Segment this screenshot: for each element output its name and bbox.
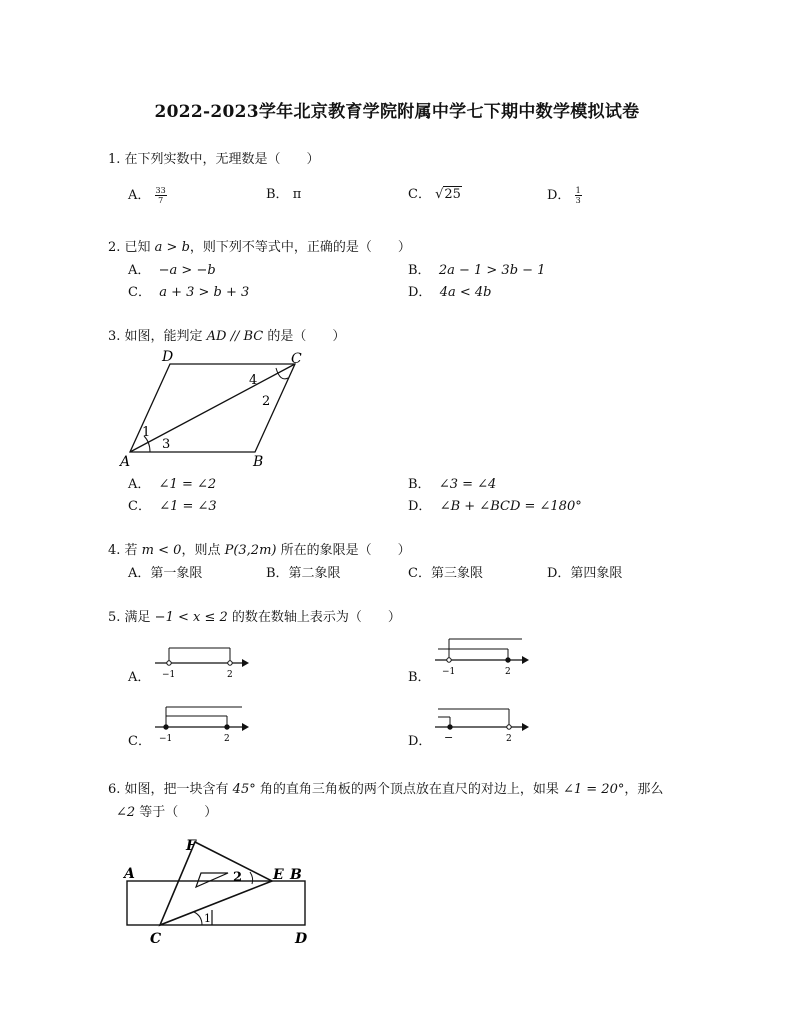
q5-option-d-label: D． — [408, 734, 432, 749]
tick-label-neg1: −1 — [162, 670, 176, 680]
svg-text:−1: −1 — [159, 734, 173, 744]
angle-label-4: 4 — [249, 373, 258, 388]
q5-number-line-d — [430, 702, 530, 746]
angle-label-1: 1 — [142, 425, 151, 440]
q5-number-line-a — [150, 640, 250, 684]
vertex-label-d: D — [162, 350, 174, 365]
pi-symbol: π — [292, 187, 302, 202]
q4-option-b: B．第二象限 — [266, 566, 341, 581]
angle-arc-c — [276, 368, 288, 379]
q3-option-b: B． ∠3 = ∠4 — [408, 477, 497, 492]
q1-option-b: B． π — [266, 187, 302, 202]
q3-parallelogram-figure — [110, 350, 320, 472]
q3-option-a: A． ∠1 = ∠2 — [128, 477, 217, 492]
q2-option-b: B． 2a − 1 > 3b − 1 — [408, 263, 546, 278]
q4-option-d: D．第四象限 — [547, 566, 623, 581]
q1-option-a-fraction: $\frac{33}{7}$ — [155, 186, 166, 205]
q4-option-c: C．第三象限 — [408, 566, 483, 581]
q3-option-c: C． ∠1 = ∠3 — [128, 499, 217, 514]
tick-label-2: 2 — [227, 670, 233, 680]
q1-option-a-label: A． — [128, 188, 151, 203]
svg-text:2: 2 — [505, 667, 511, 677]
angle-label-1: 1 — [204, 912, 211, 925]
q5-number-line-c — [150, 702, 250, 746]
vertex-label-c: C — [291, 351, 302, 367]
svg-text:−: − — [444, 731, 454, 744]
q5-number-line-b — [430, 635, 530, 679]
svg-text:−1: −1 — [442, 667, 456, 677]
q1-option-c: C． √25 — [408, 187, 461, 202]
q6-ruler-triangle-figure — [120, 832, 320, 948]
angle-arc-2 — [250, 872, 253, 884]
question-3-stem: 3. 如图，能判定 AD // BC 的是（ ） — [108, 329, 346, 344]
question-1-stem: 1. 在下列实数中，无理数是（ ） — [108, 152, 320, 167]
angle-arc-1 — [194, 912, 202, 925]
vertex-label-b: B — [253, 454, 264, 470]
page-title: 2022-2023学年北京教育学院附属中学七下期中数学模拟试卷 — [154, 102, 640, 122]
label-a: A — [124, 866, 135, 882]
label-c: C — [150, 931, 162, 947]
q1-option-a — [128, 186, 167, 205]
q2-option-a: A． −a > −b — [128, 263, 216, 278]
q5-option-c-label: C． — [128, 734, 151, 749]
question-5-stem: 5. 满足 −1 < x ≤ 2 的数在数轴上表示为（ ） — [108, 610, 401, 625]
sqrt-expression: √25 — [435, 187, 461, 202]
q5-option-b-label: B． — [408, 670, 431, 685]
q1-option-d-fraction: $\frac{1}{3}$ — [575, 186, 581, 205]
question-6-stem: 6. 如图，把一块含有 45° 角的直角三角板的两个顶点放在直尺的对边上，如果 ∠1 = 20°，那么 — [108, 782, 664, 797]
q4-option-a: A．第一象限 — [128, 566, 203, 581]
angle-label-3: 3 — [162, 437, 171, 452]
svg-text:2: 2 — [224, 734, 230, 744]
angle-label-2: 2 — [262, 394, 271, 409]
q3-option-d: D． ∠B + ∠BCD = ∠180° — [408, 499, 582, 514]
svg-text:2: 2 — [506, 734, 512, 744]
label-e: E — [273, 867, 284, 883]
inner-triangle — [196, 873, 228, 887]
q2-option-c: C． a + 3 > b + 3 — [128, 285, 250, 300]
question-6-stem-line2: ∠2 等于（ ） — [116, 805, 218, 820]
label-f: F — [186, 838, 196, 854]
label-b: B — [290, 867, 302, 883]
vertex-label-a: A — [120, 454, 131, 470]
q5-option-a-label: A． — [128, 670, 151, 685]
q1-option-d: D． $\frac{1}{3}$ — [547, 186, 581, 205]
question-2-stem: 2. 已知 a > b，则下列不等式中，正确的是（ ） — [108, 240, 411, 255]
triangle-set-square — [160, 842, 272, 925]
label-d: D — [295, 931, 308, 947]
q2-option-d: D． 4a < 4b — [408, 285, 492, 300]
angle-label-2: 2 — [233, 870, 243, 885]
question-4-stem: 4. 若 m < 0，则点 P(3,2m) 所在的象限是（ ） — [108, 543, 411, 558]
